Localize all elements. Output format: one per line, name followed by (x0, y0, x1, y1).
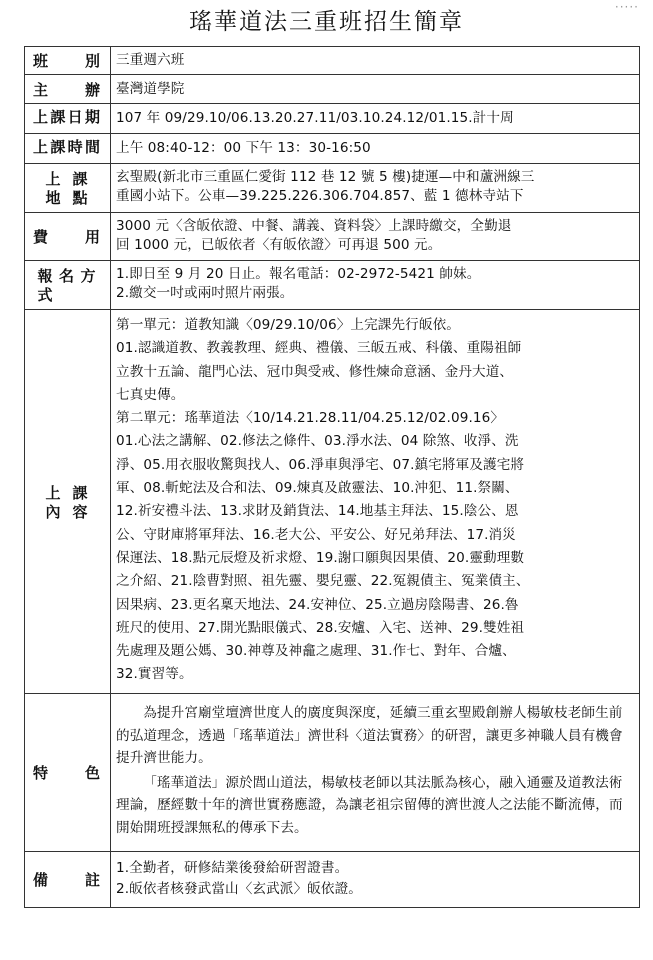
features-paragraph: 「瑤華道法」源於閭山道法，楊敏枝老師以其法脈為核心，融入通靈及道教法術理論，歷經數十年的濟世實務應證，為讓老祖宗留傳的濟世渡人之法能不斷流傳，而開始開班授課無私的傳承下去。 (116, 774, 623, 836)
table-row-class (25, 47, 640, 75)
content-line: 第一單元：道教知識〈09/29.10/06〉上完課先行皈依。 (116, 317, 460, 333)
value-fee (111, 213, 640, 261)
table-row-registration (25, 261, 640, 310)
registration-line: 2.繳交一吋或兩吋照片兩張。 (116, 285, 294, 302)
label-content-text: 上課內容 (45, 483, 88, 521)
more-options-icon[interactable]: ····· (614, 0, 639, 14)
label-features: 特 色 (25, 694, 111, 852)
content-line: 01.心法之講解、02.修法之條件、03.淨水法、04 除煞、收淨、洗 (116, 433, 519, 450)
notes-line: 1.全勤者，研修結業後發給研習證書。 (116, 860, 349, 876)
registration-line: 1.即日至 9 月 20 日止。報名電話：02-2972-5421 帥妹。 (116, 266, 481, 282)
content-line: 01.認識道教、教義教理、經典、禮儀、三皈五戒、科儀、重陽祖師 (116, 340, 522, 357)
label-organizer: 主 辦 (25, 75, 111, 104)
table-row-organizer (25, 75, 640, 104)
table-row-time (25, 134, 640, 164)
label-notes: 備 註 (25, 852, 111, 908)
label-fee: 費 用 (25, 213, 111, 261)
value-time: 上午 08:40-12：00 下午 13：30-16:50 (111, 134, 640, 164)
table-row-fee (25, 213, 640, 261)
label-time-text: 上課時間 (33, 138, 100, 156)
table-row-content (25, 310, 640, 694)
label-class: 班 別 (25, 47, 111, 75)
label-time (25, 134, 111, 164)
location-line: 重國小站下。公車—39.225.226.306.704.857、藍 1 德林寺站下 (116, 188, 524, 205)
notes-line: 2.皈依者核發武當山〈玄武派〉皈依證。 (116, 881, 362, 897)
value-content (111, 310, 640, 694)
label-dates-text: 上課日期 (33, 108, 100, 126)
content-line: 第二單元：瑤華道法〈10/14.21.28.11/04.25.12/02.09.16〉 (116, 410, 505, 427)
label-registration (25, 261, 111, 310)
value-registration (111, 261, 640, 310)
label-registration-text: 報名方式 (37, 267, 96, 304)
content-line: 之介紹、21.陰曹對照、祖先靈、嬰兒靈、22.冤親債主、冤業債主、 (116, 573, 530, 590)
content-line: 先處理及題公媽、30.神尊及神龕之處理、31.作七、對年、合爐、 (116, 643, 516, 660)
value-location (111, 164, 640, 213)
value-class: 三重週六班 (111, 47, 640, 75)
content-line: 立教十五論、龍門心法、冠巾與受戒、修性煉命意涵、金丹大道、 (116, 363, 514, 380)
label-content (25, 310, 111, 694)
label-dates (25, 104, 111, 134)
fee-line: 回 1000 元，已皈依者〈有皈依證〉可再退 500 元。 (116, 237, 442, 254)
label-location (25, 164, 111, 213)
content-line: 淨、05.用衣服收驚與找人、06.淨車與淨宅、07.鎮宅將軍及護宅將 (116, 456, 525, 473)
value-notes (111, 852, 640, 908)
value-organizer: 臺灣道學院 (111, 75, 640, 104)
table-row-notes (25, 852, 640, 908)
content-line: 七真史傳。 (116, 386, 185, 403)
content-line: 因果病、23.更名稟天地法、24.安神位、25.立過房陰陽書、26.魯 (116, 596, 519, 613)
fee-line: 3000 元〈含皈依證、中餐、講義、資料袋〉上課時繳交，全勤退 (116, 218, 512, 234)
content-line: 32.實習等。 (116, 666, 193, 683)
table-row-location (25, 164, 640, 213)
features-paragraph: 為提升宮廟堂壇濟世度人的廣度與深度，延續三重玄聖殿創辦人楊敏枝老師生前的弘道理念，透過「瑤華道法」濟世科〈道法實務〉的研習，讓更多神職人員有機會提升濟世能力。 (116, 705, 623, 766)
value-dates: 107 年 09/29.10/06.13.20.27.11/03.10.24.12/01.15.計十周 (111, 104, 640, 134)
table-row-features (25, 694, 640, 852)
page-title: 瑤華道法三重班招生簡章 (189, 9, 464, 35)
location-line: 玄聖殿(新北市三重區仁愛街 112 巷 12 號 5 樓)捷運—中和蘆洲線三 (116, 169, 535, 185)
label-location-text: 上課地點 (45, 170, 88, 207)
content-line: 班尺的使用、27.開光點眼儀式、28.安爐、入宅、送神、29.雙姓祖 (116, 619, 525, 636)
content-line: 公、守財庫將軍拜法、16.老大公、平安公、好兄弟拜法、17.消災 (116, 526, 516, 543)
admission-info-table (24, 46, 640, 908)
table-row-dates (25, 104, 640, 134)
content-line: 12.祈安禮斗法、13.求財及銷貨法、14.地基主拜法、15.陰公、恩 (116, 503, 519, 520)
content-line: 保運法、18.點元辰燈及祈求燈、19.謝口願與因果債、20.靈動理數 (116, 549, 525, 566)
value-features (111, 694, 640, 852)
content-line: 軍、08.斬蛇法及合和法、09.煉真及啟靈法、10.沖犯、11.祭關、 (116, 480, 519, 497)
